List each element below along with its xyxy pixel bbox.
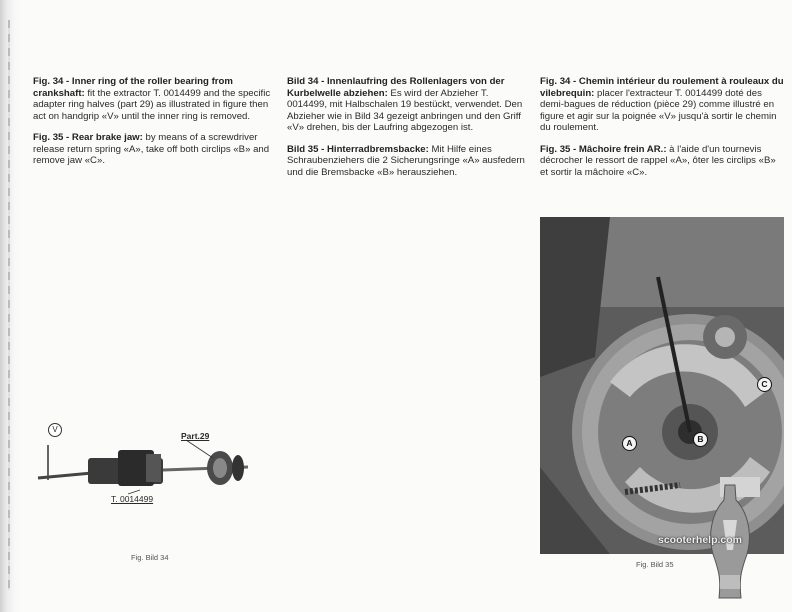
fig34-text-fr: placer l'extracteur T. 0014499 doté des demi-bagues de réduction (pièce 29) comme illustré en figure et agir sur la poignée «V» jusqu'à sortir le chemin du roulement. <box>540 87 777 133</box>
figure-34-caption: Fig. Bild 34 <box>131 553 169 562</box>
fig34-text-en: fit the extractor T. 0014499 and the specific adapter ring halves (part 29) as illustrated in figure then act on handgrip «V» until the inner ring is removed. <box>33 87 271 122</box>
fig35-text-en: by means of a screwdriver release return spring «A», take off both circlips «B» and remove jaw «C». <box>33 132 270 166</box>
fig35-text-fr: à l'aide d'un tournevis décrocher le ressort de rappel «A», ôter les circlips «B» et sortir la mâchoire «C». <box>540 143 776 178</box>
bild35-text-de: Mit Hilfe eines Schraubenziehers die 2 Sicherungsringe «A» ausfedern und die Bremsbacke «B» herausziehen. <box>287 143 525 178</box>
site-watermark: scooterhelp.com <box>658 534 743 546</box>
bild34-title-de: Bild 34 - Innenlaufring des Rollenlagers von der Kurbelwelle abziehen: <box>287 76 505 99</box>
german-column <box>287 76 530 188</box>
fig35-paragraph-en <box>33 132 278 167</box>
scan-binding-edge <box>0 0 22 612</box>
label-extractor-code: T. 0014499 <box>111 494 154 504</box>
french-column <box>540 76 785 188</box>
fig35-title-fr: Fig. 35 - Mâchoire frein AR.: <box>540 143 667 155</box>
fig35-title-en: Fig. 35 - Rear brake jaw: <box>33 132 143 143</box>
fig35-paragraph-fr <box>540 144 785 179</box>
english-column <box>33 76 278 177</box>
bild34-paragraph-de <box>287 76 530 134</box>
fig34-title-en: Fig. 34 - Inner ring of the roller bearing from crankshaft: <box>33 76 233 99</box>
callout-b: B <box>693 432 708 447</box>
label-v-callout: V <box>48 423 62 437</box>
fig34-paragraph-fr <box>540 76 785 134</box>
callout-a: A <box>622 436 637 451</box>
fig34-title-fr: Fig. 34 - Chemin intérieur du roulement à rouleaux du vilebrequin: <box>540 76 784 99</box>
figure-35-caption: Fig. Bild 35 <box>636 560 674 569</box>
fig34-paragraph-en <box>33 76 278 122</box>
label-part-29: Part.29 <box>181 431 210 441</box>
bild35-title-de: Bild 35 - Hinterradbremsbacke: <box>287 143 429 155</box>
bild34-text-de: Es wird der Abzieher T. 0014499, mit Halbschalen 19 bestückt, verwendet. Den Abzieher wie in Bild 34 gezeigt anbringen und den Griff «V» drehen, bis der Laufring abgezogen ist. <box>287 87 523 133</box>
bild35-paragraph-de <box>287 144 530 179</box>
callout-c: C <box>757 377 772 392</box>
